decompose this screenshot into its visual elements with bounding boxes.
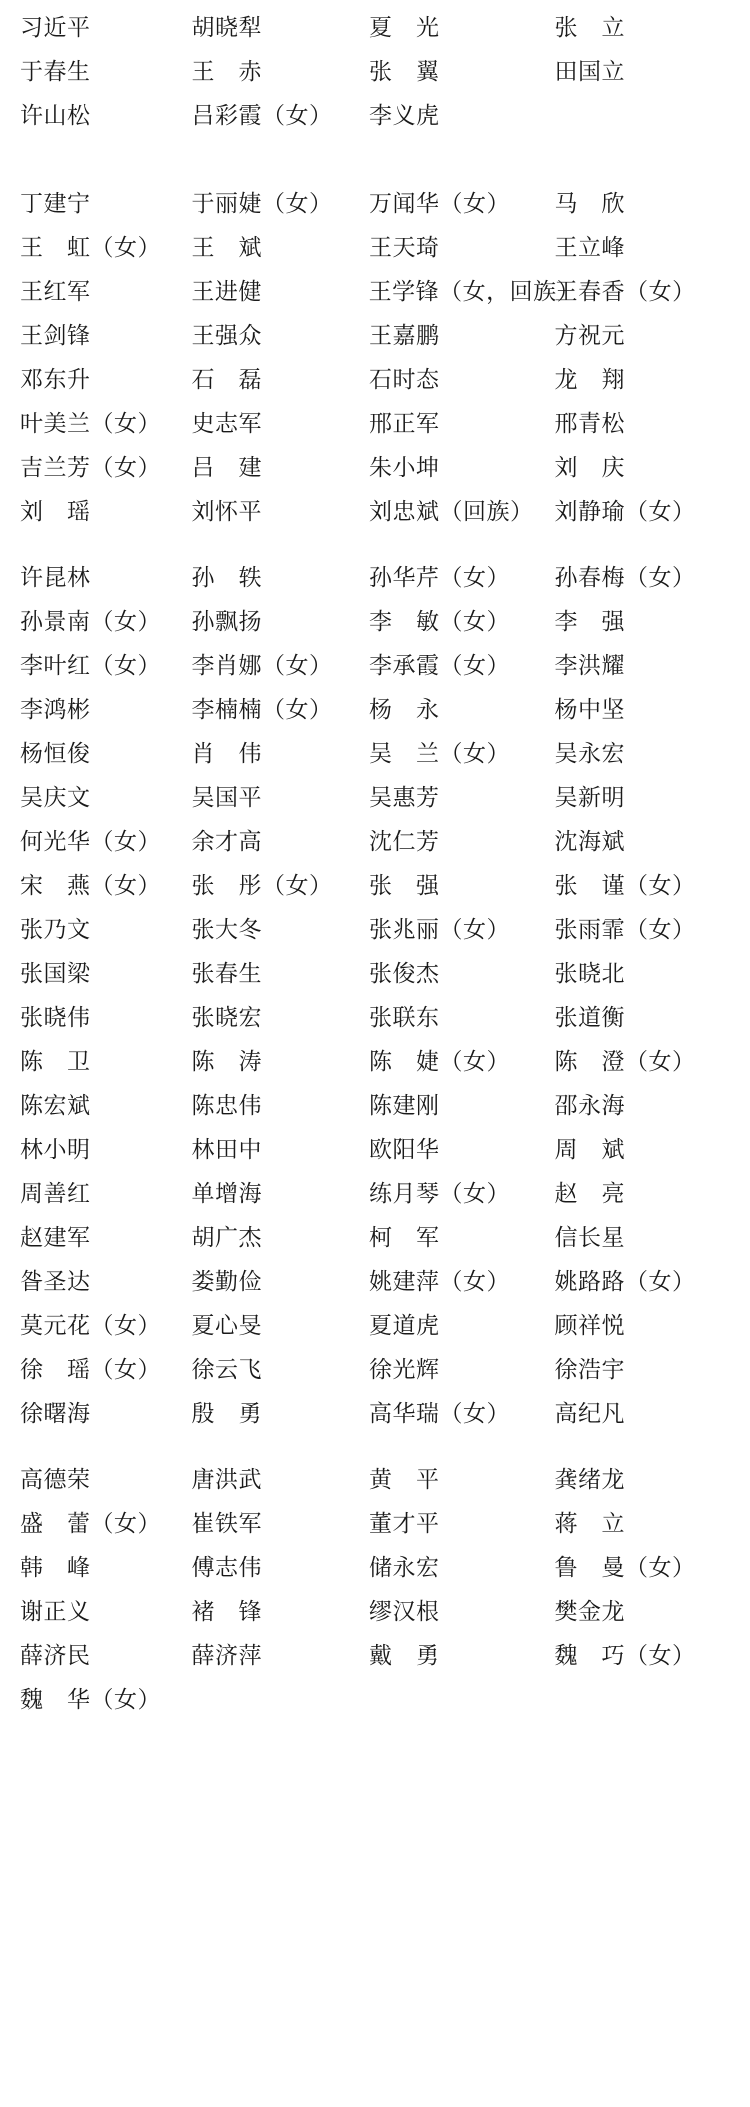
name-row — [18, 226, 732, 270]
name-row — [18, 864, 732, 908]
name-row — [18, 358, 732, 402]
name-cell: 张春生 — [191, 961, 263, 987]
name-cell: 崔铁军 — [191, 1511, 263, 1537]
name-cell: 孙 轶 — [191, 565, 263, 591]
name-cell: 魏 巧（女） — [554, 1643, 696, 1669]
name-cell: 王 虹（女） — [20, 235, 161, 261]
name-cell: 叶美兰（女） — [20, 411, 161, 437]
name-row — [18, 1634, 732, 1678]
name-cell: 孙春梅（女） — [554, 565, 696, 591]
name-cell: 朱小坤 — [369, 455, 440, 481]
name-cell: 马 欣 — [554, 191, 625, 217]
name-cell: 徐曙海 — [20, 1401, 91, 1427]
name-cell: 余才高 — [191, 829, 263, 855]
name-cell: 欧阳华 — [369, 1137, 440, 1163]
name-cell: 张国梁 — [20, 961, 91, 987]
name-row — [18, 446, 732, 490]
name-row — [18, 1304, 732, 1348]
name-cell: 张 立 — [554, 15, 625, 41]
group-separator — [18, 534, 732, 556]
name-row — [18, 1040, 732, 1084]
name-cell: 高华瑞（女） — [369, 1401, 511, 1427]
name-row — [18, 1392, 732, 1436]
name-cell: 杨 永 — [369, 697, 440, 723]
name-row — [18, 1172, 732, 1216]
name-row — [18, 1348, 732, 1392]
name-cell: 吴永宏 — [554, 741, 625, 767]
name-cell: 夏心旻 — [191, 1313, 263, 1339]
name-cell: 沈海斌 — [554, 829, 625, 855]
name-cell: 赵建军 — [20, 1225, 91, 1251]
name-cell: 傅志伟 — [191, 1555, 263, 1581]
name-cell: 刘静瑜（女） — [554, 499, 696, 525]
name-cell: 杨恒俊 — [20, 741, 91, 767]
name-cell: 王学锋（女，回族） — [368, 279, 581, 305]
name-row — [18, 1590, 732, 1634]
name-cell: 刘 庆 — [554, 455, 625, 481]
name-cell: 王立峰 — [554, 235, 625, 261]
name-cell: 赵 亮 — [554, 1181, 625, 1207]
name-cell: 高德荣 — [20, 1467, 91, 1493]
name-cell: 邢青松 — [554, 411, 625, 437]
name-cell-empty — [369, 1706, 554, 1707]
name-cell-empty — [555, 122, 733, 123]
name-cell: 胡晓犁 — [191, 15, 263, 41]
name-cell: 李 强 — [554, 609, 625, 635]
name-cell: 柯 军 — [369, 1225, 440, 1251]
name-cell: 田国立 — [554, 59, 625, 85]
name-list-container — [18, 6, 732, 1722]
name-cell: 王 赤 — [191, 59, 263, 85]
name-cell: 姚路路（女） — [554, 1269, 696, 1295]
name-cell: 张 翼 — [369, 59, 440, 85]
name-cell: 魏 华（女） — [20, 1687, 161, 1713]
name-row — [18, 1216, 732, 1260]
name-cell: 宋 燕（女） — [20, 873, 161, 899]
name-cell: 韩 峰 — [20, 1555, 91, 1581]
name-cell: 张晓宏 — [191, 1005, 263, 1031]
name-row — [18, 952, 732, 996]
name-cell: 丁建宁 — [20, 191, 91, 217]
name-cell: 褚 锋 — [191, 1599, 263, 1625]
name-cell: 龚绪龙 — [554, 1467, 625, 1493]
name-row — [18, 644, 732, 688]
name-cell: 夏 光 — [369, 15, 440, 41]
name-cell: 莫元花（女） — [20, 1313, 161, 1339]
name-cell: 石 磊 — [191, 367, 263, 393]
name-cell: 张 谨（女） — [554, 873, 696, 899]
name-cell: 黄 平 — [369, 1467, 440, 1493]
name-cell: 张大冬 — [191, 917, 263, 943]
name-row — [18, 820, 732, 864]
name-cell: 吕彩霞（女） — [191, 103, 333, 129]
name-cell: 于丽婕（女） — [191, 191, 333, 217]
name-cell: 何光华（女） — [20, 829, 161, 855]
name-cell: 姚建萍（女） — [369, 1269, 511, 1295]
name-cell: 习近平 — [20, 15, 91, 41]
name-cell: 徐云飞 — [191, 1357, 263, 1383]
name-cell: 鲁 曼（女） — [554, 1555, 696, 1581]
name-cell: 夏道虎 — [369, 1313, 440, 1339]
name-cell: 刘 瑶 — [20, 499, 91, 525]
name-row — [18, 50, 732, 94]
name-cell: 信长星 — [554, 1225, 625, 1251]
name-row — [18, 1546, 732, 1590]
name-cell: 吴国平 — [191, 785, 263, 811]
name-row — [18, 270, 732, 314]
name-row — [18, 1260, 732, 1304]
name-cell: 李叶红（女） — [20, 653, 161, 679]
name-cell: 吉兰芳（女） — [20, 455, 161, 481]
name-cell: 邓东升 — [20, 367, 91, 393]
name-cell: 史志军 — [191, 411, 263, 437]
name-cell: 徐浩宇 — [554, 1357, 625, 1383]
name-group — [18, 556, 732, 1436]
name-cell: 徐光辉 — [369, 1357, 440, 1383]
name-cell: 李肖娜（女） — [191, 653, 333, 679]
name-row — [18, 776, 732, 820]
name-cell: 邵永海 — [554, 1093, 625, 1119]
group-separator — [18, 138, 732, 182]
name-cell: 邢正军 — [369, 411, 440, 437]
name-cell: 李 敏（女） — [369, 609, 511, 635]
name-row — [18, 1678, 732, 1722]
name-cell: 王春香（女） — [554, 279, 696, 305]
name-cell: 胡广杰 — [191, 1225, 263, 1251]
name-cell: 王进健 — [191, 279, 262, 305]
name-cell: 练月琴（女） — [369, 1181, 511, 1207]
name-row — [18, 556, 732, 600]
name-cell: 李洪耀 — [554, 653, 625, 679]
name-cell: 顾祥悦 — [554, 1313, 625, 1339]
name-cell: 孙华芹（女） — [369, 565, 511, 591]
name-row — [18, 314, 732, 358]
name-cell: 孙飘扬 — [191, 609, 263, 635]
name-cell: 林小明 — [20, 1137, 91, 1163]
name-cell: 王剑锋 — [20, 323, 91, 349]
name-cell: 王 斌 — [191, 235, 263, 261]
name-cell: 吕 建 — [191, 455, 263, 481]
name-cell: 唐洪武 — [191, 1467, 263, 1493]
name-group — [18, 1458, 732, 1722]
name-row — [18, 6, 732, 50]
name-cell: 石时态 — [369, 367, 440, 393]
name-cell: 殷 勇 — [191, 1401, 263, 1427]
name-row — [18, 94, 732, 138]
name-row — [18, 908, 732, 952]
name-cell: 王嘉鹏 — [369, 323, 440, 349]
name-row — [18, 996, 732, 1040]
name-cell: 林田中 — [191, 1137, 263, 1163]
name-row — [18, 1502, 732, 1546]
name-cell: 张晓北 — [554, 961, 625, 987]
name-cell: 昝圣达 — [20, 1269, 91, 1295]
name-cell: 陈 涛 — [191, 1049, 263, 1075]
name-row — [18, 600, 732, 644]
name-group — [18, 182, 732, 534]
name-cell: 吴庆文 — [20, 785, 91, 811]
name-cell: 方祝元 — [554, 323, 625, 349]
name-row — [18, 688, 732, 732]
name-cell: 薛济民 — [20, 1643, 91, 1669]
name-cell: 万闻华（女） — [369, 191, 511, 217]
name-cell: 吴新明 — [554, 785, 625, 811]
name-cell: 杨中坚 — [554, 697, 625, 723]
name-cell: 许昆林 — [20, 565, 91, 591]
name-cell: 蒋 立 — [554, 1511, 625, 1537]
name-group — [18, 6, 732, 138]
name-cell: 许山松 — [20, 103, 91, 129]
name-cell: 盛 蕾（女） — [20, 1511, 161, 1537]
name-cell: 单增海 — [191, 1181, 263, 1207]
name-cell: 张雨霏（女） — [554, 917, 696, 943]
name-row — [18, 732, 732, 776]
name-cell: 储永宏 — [369, 1555, 440, 1581]
name-cell: 吴 兰（女） — [369, 741, 511, 767]
group-separator — [18, 1436, 732, 1458]
name-cell: 沈仁芳 — [369, 829, 440, 855]
name-cell: 刘怀平 — [191, 499, 263, 525]
name-row — [18, 490, 732, 534]
name-cell: 李义虎 — [369, 103, 440, 129]
name-cell: 王天琦 — [369, 235, 440, 261]
name-cell: 周善红 — [20, 1181, 91, 1207]
name-cell: 孙景南（女） — [20, 609, 161, 635]
name-cell: 薛济萍 — [191, 1643, 263, 1669]
name-cell: 刘忠斌（回族） — [369, 499, 534, 525]
name-cell: 李楠楠（女） — [191, 697, 333, 723]
name-cell: 徐 瑶（女） — [20, 1357, 161, 1383]
name-cell: 陈 卫 — [20, 1049, 91, 1075]
name-cell: 张乃文 — [20, 917, 91, 943]
name-cell: 樊金龙 — [554, 1599, 625, 1625]
name-cell: 王强众 — [191, 323, 263, 349]
name-cell: 于春生 — [20, 59, 91, 85]
name-cell: 吴惠芳 — [369, 785, 440, 811]
name-cell: 戴 勇 — [369, 1643, 440, 1669]
name-cell: 陈 澄（女） — [554, 1049, 696, 1075]
name-row — [18, 402, 732, 446]
name-cell: 高纪凡 — [554, 1401, 625, 1427]
name-cell: 李承霞（女） — [369, 653, 511, 679]
name-row — [18, 1458, 732, 1502]
name-cell: 张 彤（女） — [191, 873, 333, 899]
name-cell: 缪汉根 — [369, 1599, 440, 1625]
name-row — [18, 182, 732, 226]
name-cell: 董才平 — [369, 1511, 440, 1537]
name-cell: 李鸿彬 — [20, 697, 91, 723]
name-cell: 张 强 — [369, 873, 440, 899]
name-cell: 张晓伟 — [20, 1005, 91, 1031]
name-cell: 张联东 — [369, 1005, 440, 1031]
name-cell: 龙 翔 — [554, 367, 625, 393]
name-cell: 陈宏斌 — [20, 1093, 91, 1119]
name-cell: 陈 婕（女） — [369, 1049, 511, 1075]
name-row — [18, 1084, 732, 1128]
name-cell: 王红军 — [20, 279, 91, 305]
name-cell: 谢正义 — [20, 1599, 91, 1625]
name-cell-empty — [555, 1706, 733, 1707]
name-cell: 娄勤俭 — [191, 1269, 263, 1295]
name-cell: 肖 伟 — [191, 741, 263, 767]
name-cell: 张兆丽（女） — [369, 917, 511, 943]
name-cell: 陈忠伟 — [191, 1093, 263, 1119]
name-row — [18, 1128, 732, 1172]
name-cell: 周 斌 — [554, 1137, 625, 1163]
name-cell-empty — [192, 1706, 370, 1707]
name-cell: 张道衡 — [554, 1005, 625, 1031]
name-cell: 陈建刚 — [369, 1093, 440, 1119]
name-cell: 张俊杰 — [369, 961, 440, 987]
